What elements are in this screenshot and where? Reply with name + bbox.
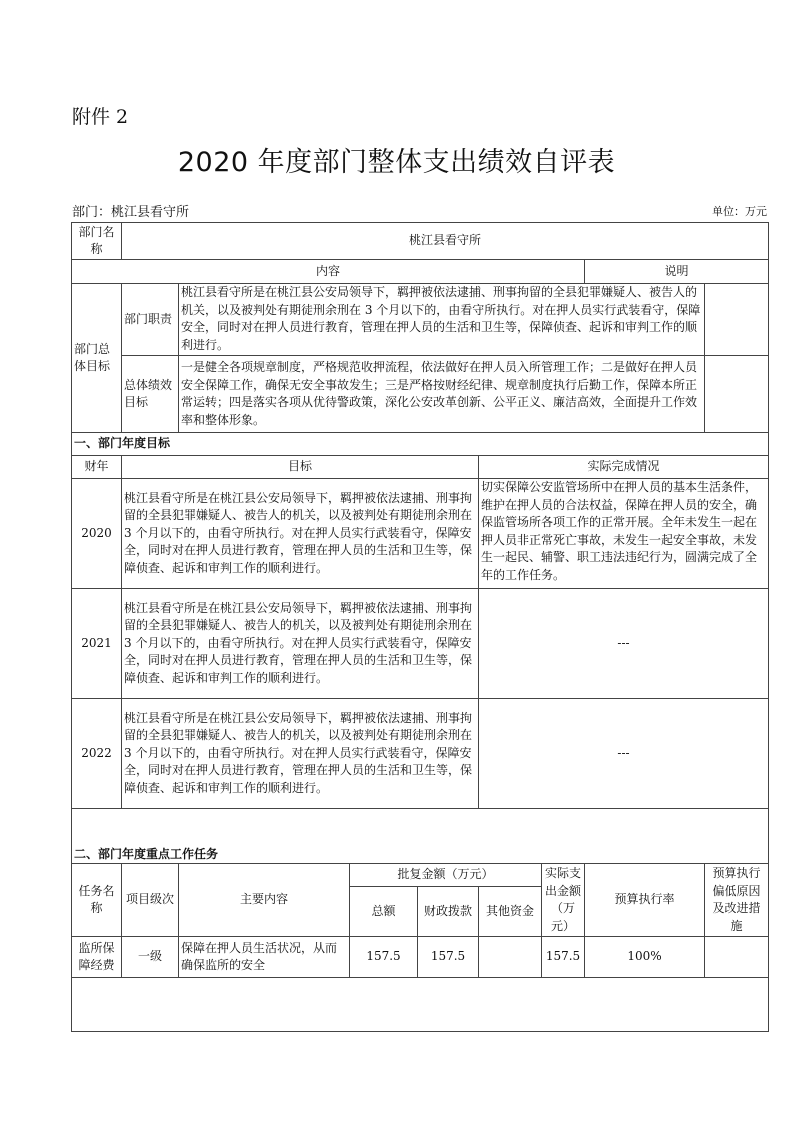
goal-year: 2022: [72, 699, 122, 809]
section-2-row: [72, 809, 769, 864]
task-row: [72, 937, 769, 978]
task-total: 157.5: [350, 937, 418, 978]
section-2-title: 二、部门年度重点工作任务: [72, 809, 769, 864]
header-content: 主要内容: [179, 864, 350, 937]
perf-note: [705, 356, 769, 433]
section-1-row: [72, 433, 769, 456]
unit-label: 单位：万元: [712, 205, 767, 218]
task-name: 监所保障经费: [72, 937, 122, 978]
dept-name-label: 部门名称: [72, 223, 122, 260]
page-title: 2020 年度部门整体支出绩效自评表: [177, 147, 616, 178]
duty-text: 桃江县看守所是在桃江县公安局领导下，羁押被依法逮捕、刑事拘留的全县犯罪嫌疑人、被告人的机关，以及被判处有期徒刑余刑在 3 个月以下的，由看守所执行。对在押人员实行武装看守，保障安全，同时对在押人员进行教育，管理在押人员的生活和卫生等，保障侦查、起诉和审判工作的顺利进行。: [179, 284, 705, 356]
annual-goal-row: [72, 479, 769, 589]
content-header-row: [72, 260, 769, 284]
annual-goals-header-row: [72, 456, 769, 479]
tasks-header-row: [72, 864, 769, 887]
perf-label: 总体绩效目标: [122, 356, 179, 433]
duty-row: [72, 284, 769, 356]
dept-name-value: 桃江县看守所: [122, 223, 769, 260]
perf-text: 一是健全各项规章制度，严格规范收押流程，依法做好在押人员入所管理工作；二是做好在押人员安全保障工作，确保无安全事故发生；三是严格按财经纪律、规章制度执行后勤工作，保障本所正常运转；四是落实各项从优待警政策，深化公安改革创新、公平正义、廉洁高效，全面提升工作效率和整体形象。: [179, 356, 705, 433]
blank-cell: [72, 978, 769, 1032]
header-level: 项目级次: [122, 864, 179, 937]
goal-actual: ---: [479, 699, 769, 809]
duty-note: [705, 284, 769, 356]
goal-actual: ---: [479, 589, 769, 699]
goal-target: 桃江县看守所是在桃江县公安局领导下，羁押被依法逮捕、刑事拘留的全县犯罪嫌疑人、被告人的机关，以及被判处有期徒刑余刑在 3 个月以下的，由看守所执行。对在押人员实行武装看守，保障安全，同时对在押人员进行教育，管理在押人员的生活和卫生等，保障侦查、起诉和审判工作的顺利进行。: [122, 699, 479, 809]
perf-row: [72, 356, 769, 433]
duty-label: 部门职责: [122, 284, 179, 356]
header-other: 其他资金: [479, 887, 542, 937]
header-task-name: 任务名称: [72, 864, 122, 937]
goal-year: 2020: [72, 479, 122, 589]
content-header: 内容: [72, 260, 585, 284]
header-fiscal: 财政拨款: [418, 887, 479, 937]
header-exec-rate: 预算执行率: [585, 864, 705, 937]
attachment-label: 附件 2: [72, 106, 129, 128]
header-fiscal-year: 财年: [72, 456, 122, 479]
overall-goal-label: 部门总体目标: [72, 284, 122, 433]
header-actual: 实际完成情况: [479, 456, 769, 479]
header-approved: 批复金额（万元）: [350, 864, 542, 887]
task-level: 一级: [122, 937, 179, 978]
section-1-title: 一、部门年度目标: [72, 433, 769, 456]
goal-actual: 切实保障公安监管场所中在押人员的基本生活条件，维护在押人员的合法权益，保障在押人员的安全，确保监管场所各项工作的正常开展。全年未发生一起在押人员非正常死亡事故，未发生一起安全事故，未发生一起民、辅警、职工违法违纪行为，圆满完成了全年的工作任务。: [479, 479, 769, 589]
blank-row: [72, 978, 769, 1032]
goal-year: 2021: [72, 589, 122, 699]
self-evaluation-table: [71, 222, 769, 1032]
annual-goal-row: [72, 589, 769, 699]
task-fiscal: 157.5: [418, 937, 479, 978]
task-actual: 157.5: [542, 937, 585, 978]
note-header: 说明: [585, 260, 769, 284]
goal-target: 桃江县看守所是在桃江县公安局领导下，羁押被依法逮捕、刑事拘留的全县犯罪嫌疑人、被告人的机关，以及被判处有期徒刑余刑在 3 个月以下的，由看守所执行。对在押人员实行武装看守，保障安全，同时对在押人员进行教育，管理在押人员的生活和卫生等，保障侦查、起诉和审判工作的顺利进行。: [122, 589, 479, 699]
header-low-reason: 预算执行偏低原因及改进措施: [705, 864, 769, 937]
header-actual-spend: 实际支出金额（万元）: [542, 864, 585, 937]
annual-goal-row: [72, 699, 769, 809]
task-reason: [705, 937, 769, 978]
task-rate: 100%: [585, 937, 705, 978]
header-total: 总额: [350, 887, 418, 937]
dept-name-row: [72, 223, 769, 260]
task-content: 保障在押人员生活状况，从而确保监所的安全: [179, 937, 350, 978]
header-target: 目标: [122, 456, 479, 479]
department-label: 部门：桃江县看守所: [72, 205, 190, 220]
goal-target: 桃江县看守所是在桃江县公安局领导下，羁押被依法逮捕、刑事拘留的全县犯罪嫌疑人、被告人的机关，以及被判处有期徒刑余刑在 3 个月以下的，由看守所执行。对在押人员实行武装看守，保障安全，同时对在押人员进行教育，管理在押人员的生活和卫生等，保障侦查、起诉和审判工作的顺利进行。: [122, 479, 479, 589]
task-other: [479, 937, 542, 978]
